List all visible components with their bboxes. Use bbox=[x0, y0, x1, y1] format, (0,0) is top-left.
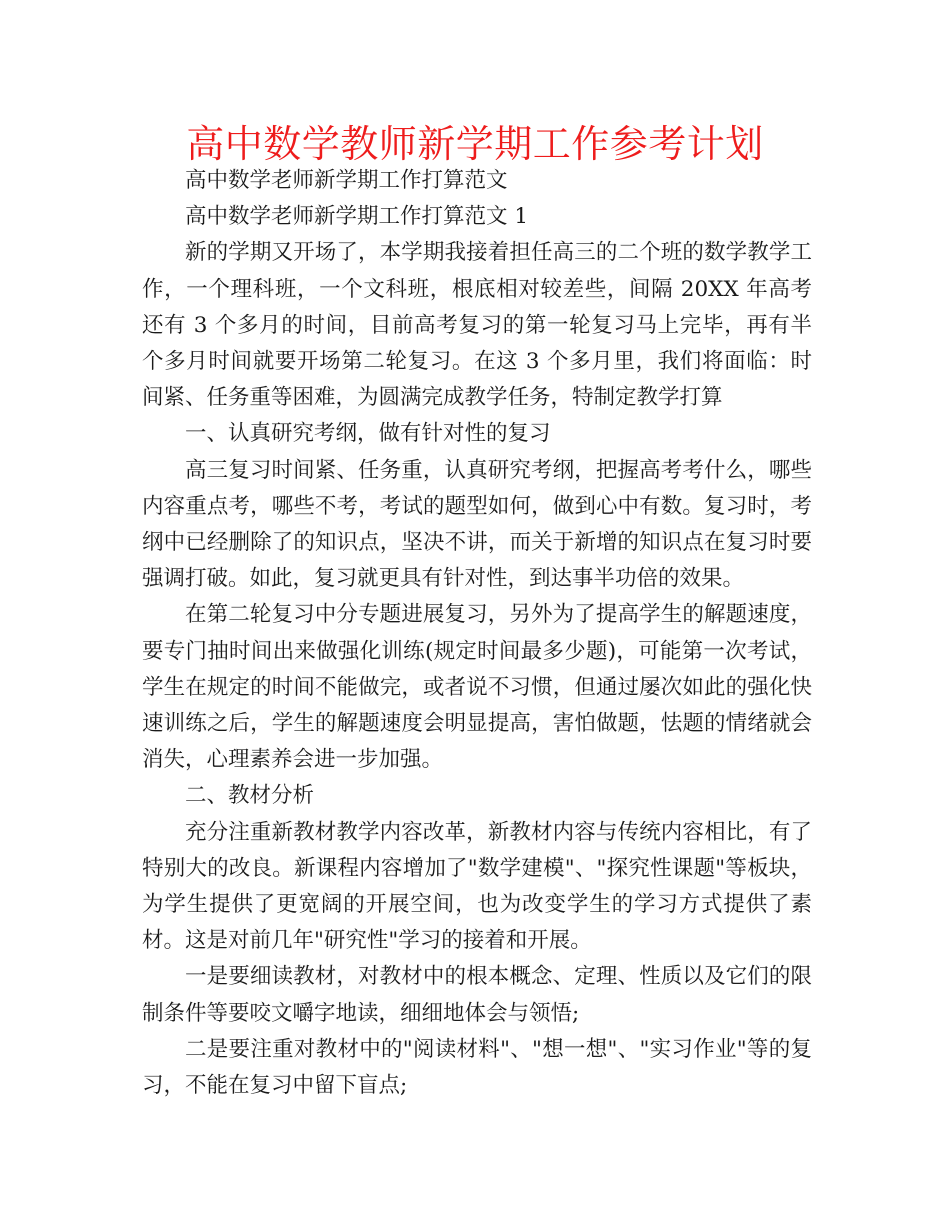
paragraph: 高三复习时间紧、任务重，认真研究考纲，把握高考考什么，哪些内容重点考，哪些不考，考试的题型如何，做到心中有数。复习时，考纲中已经删除了的知识点，坚决不讲，而关于新增的知识点在复习时要强调打破。如此，复习就更具有针对性，到达事半功倍的效果。 bbox=[142, 457, 812, 592]
heading-1: 一、认真研究考纲，做有针对性的复习 bbox=[185, 421, 551, 447]
paragraph-intro: 新的学期又开场了，本学期我接着担任高三的二个班的数学教学工作，一个理科班，一个文科班，根底相对较差些，间隔 20XX 年高考还有 3 个多月的时间，目前高考复习的第一轮复习马上完毕，再有半个多月时间就要开场第二轮复习。在这 3 个多月里，我们将面临：时间紧、任务重等困难，为圆满完成教学任务，特制定教学打算 bbox=[142, 240, 812, 411]
section-title: 高中数学老师新学期工作打算范文 1 bbox=[185, 204, 529, 230]
paragraph: 充分注重新教材教学内容改革，新教材内容与传统内容相比，有了特别大的改良。新课程内容增加了"数学建模"、"探究性课题"等板块，为学生提供了更宽阔的开展空间，也为改变学生的学习方式提供了素材。这是对前几年"研究性"学习的接着和开展。 bbox=[142, 819, 812, 954]
paragraph: 一是要细读教材，对教材中的根本概念、定理、性质以及它们的限制条件等要咬文嚼字地读，细细地体会与领悟; bbox=[142, 964, 812, 1026]
paragraph: 二是要注重对教材中的"阅读材料"、"想一想"、"实习作业"等的复习，不能在复习中留下盲点; bbox=[142, 1036, 812, 1099]
paragraph: 在第二轮复习中分专题进展复习，另外为了提高学生的解题速度，要专门抽时间出来做强化训练(规定时间最多少题)，可能第一次考试，学生在规定的时间不能做完，或者说不习惯，但通过屡次如此的强化快速训练之后，学生的解题速度会明显提高，害怕做题，怯题的情绪就会消失，心理素养会进一步加强。 bbox=[142, 602, 812, 773]
document-body bbox=[142, 163, 812, 1104]
subtitle: 高中数学老师新学期工作打算范文 bbox=[185, 168, 508, 193]
document-title: 高中数学教师新学期工作参考计划 bbox=[186, 122, 764, 166]
heading-2: 二、教材分析 bbox=[185, 783, 315, 809]
